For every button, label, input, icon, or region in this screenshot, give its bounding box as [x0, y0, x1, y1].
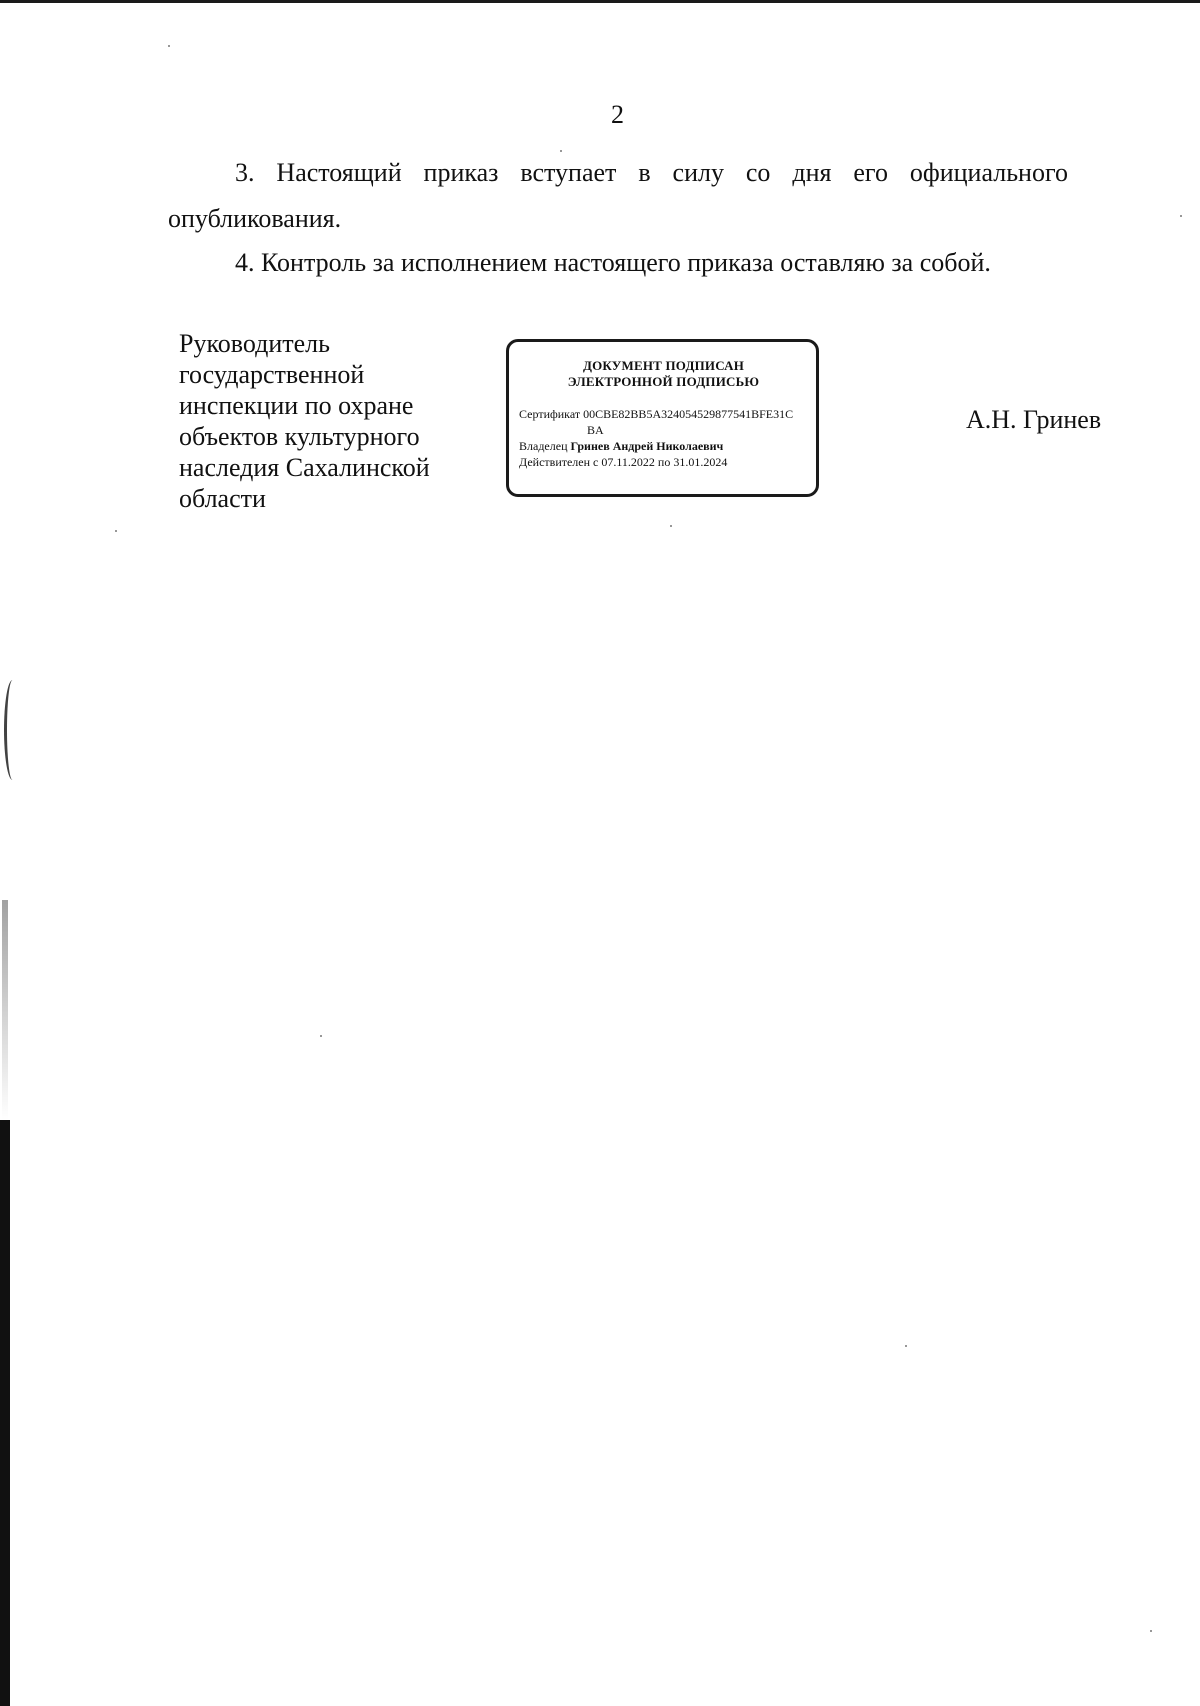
- scan-left-smudge: [4, 680, 21, 780]
- position-line: государственной: [179, 360, 365, 389]
- paragraph-3: [168, 150, 1068, 242]
- owner-value: Гринев Андрей Николаевич: [570, 439, 724, 453]
- certificate-value-continued: BA: [587, 423, 604, 437]
- scan-speck: [115, 530, 117, 532]
- scan-speck: [1150, 1630, 1152, 1632]
- position-line: Руководитель: [179, 329, 330, 358]
- position-line: наследия Сахалинской: [179, 453, 430, 482]
- scan-speck: [1180, 215, 1182, 217]
- signer-name: А.Н. Гринев: [966, 405, 1102, 434]
- paragraph-4: 4. Контроль за исполнением настоящего приказа оставляю за собой.: [235, 248, 991, 277]
- scan-speck: [905, 1345, 907, 1347]
- stamp-certificate: [519, 406, 808, 422]
- stamp-title-line-2: ЭЛЕКТРОННОЙ ПОДПИСЬЮ: [567, 374, 760, 389]
- scan-speck: [670, 525, 672, 527]
- stamp-validity: Действителен с 07.11.2022 по 31.01.2024: [519, 455, 728, 469]
- certificate-value: 00CBE82BB5A324054529877541BFE31C: [583, 407, 794, 421]
- stamp-title-line-1: ДОКУМЕНТ ПОДПИСАН: [582, 358, 745, 373]
- signatory-position: [179, 328, 479, 514]
- paragraph-3-line-1: 3. Настоящий приказ вступает в силу со дня его официального: [235, 158, 1068, 187]
- position-line: области: [179, 484, 266, 513]
- certificate-label: Сертификат: [519, 407, 581, 421]
- paragraph-3-line-2: опубликования.: [168, 204, 342, 233]
- position-line: объектов культурного: [179, 422, 420, 451]
- owner-label: Владелец: [519, 439, 568, 453]
- scan-speck: [168, 45, 170, 47]
- scan-speck: [320, 1035, 322, 1037]
- stamp-owner: [519, 438, 808, 454]
- scan-left-edge: [0, 1120, 10, 1706]
- scan-left-shadow: [2, 900, 8, 1120]
- page-number: 2: [611, 100, 624, 129]
- scan-top-edge: [0, 0, 1200, 3]
- electronic-signature-stamp: [506, 339, 819, 497]
- position-line: инспекции по охране: [179, 391, 414, 420]
